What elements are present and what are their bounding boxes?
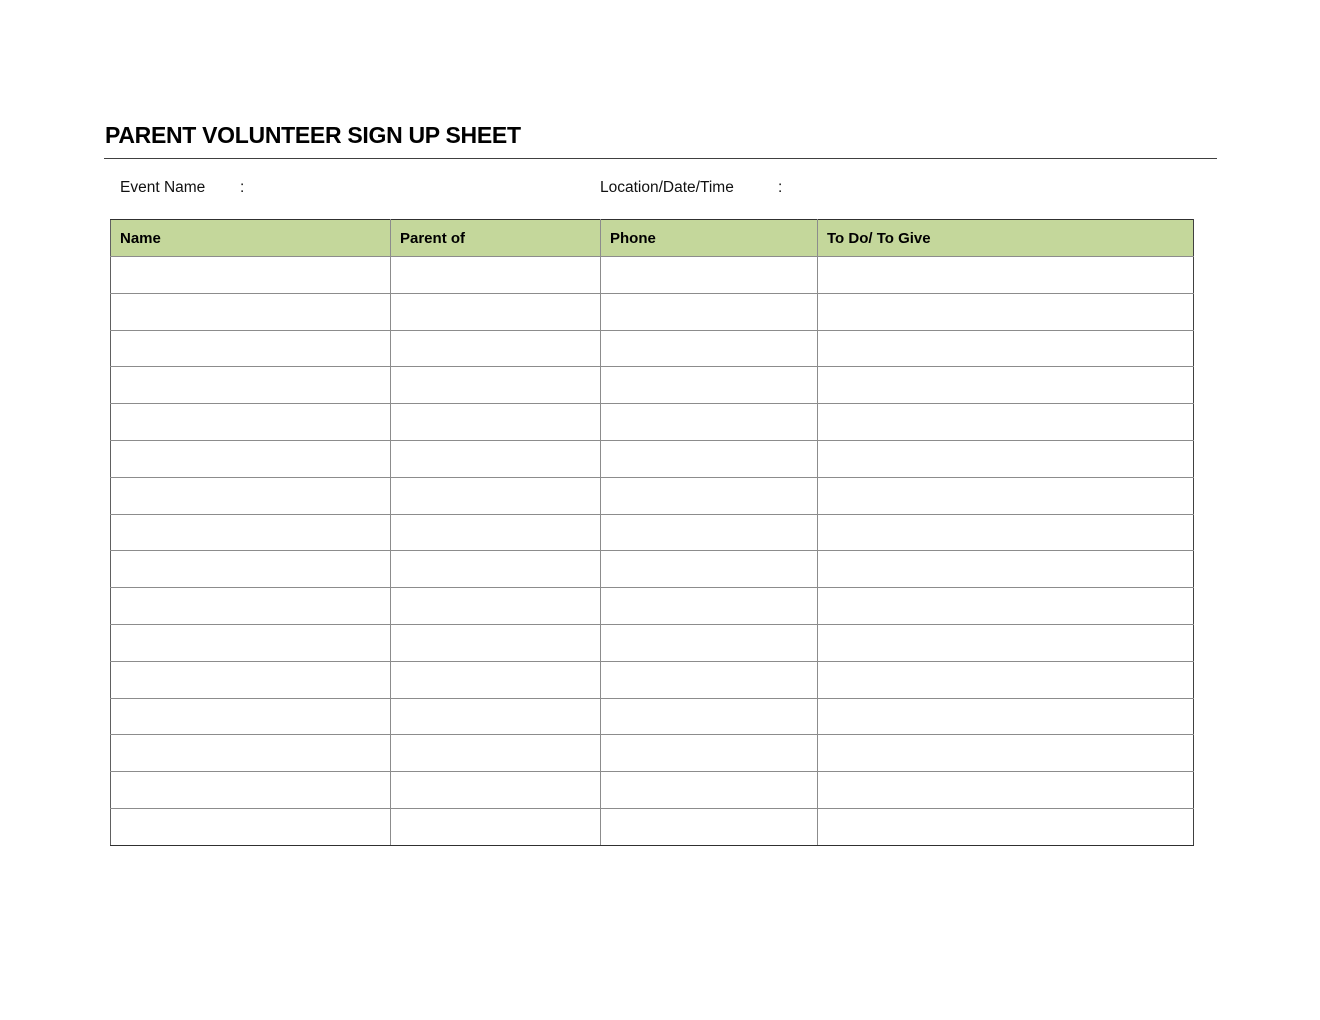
page-title: PARENT VOLUNTEER SIGN UP SHEET [105, 122, 521, 148]
to-do-to-give-cell[interactable] [818, 404, 1194, 441]
phone-cell[interactable] [601, 367, 818, 404]
to-do-to-give-cell[interactable] [818, 477, 1194, 514]
phone-cell[interactable] [601, 772, 818, 809]
to-do-to-give-cell[interactable] [818, 661, 1194, 698]
name-cell[interactable] [111, 404, 391, 441]
parent-of-cell[interactable] [391, 624, 601, 661]
to-do-to-give-cell[interactable] [818, 257, 1194, 294]
phone-cell[interactable] [601, 698, 818, 735]
column-header-parent-of: Parent of [391, 220, 601, 257]
table-header-row [111, 220, 1194, 257]
table-row [111, 735, 1194, 772]
volunteer-table [110, 219, 1194, 846]
name-cell[interactable] [111, 293, 391, 330]
column-header-name: Name [111, 220, 391, 257]
to-do-to-give-cell[interactable] [818, 698, 1194, 735]
to-do-to-give-cell[interactable] [818, 735, 1194, 772]
to-do-to-give-cell[interactable] [818, 330, 1194, 367]
name-cell[interactable] [111, 735, 391, 772]
phone-cell[interactable] [601, 293, 818, 330]
table-row [111, 588, 1194, 625]
phone-cell[interactable] [601, 661, 818, 698]
name-cell[interactable] [111, 477, 391, 514]
title-divider [104, 158, 1217, 159]
table-row [111, 624, 1194, 661]
name-cell[interactable] [111, 624, 391, 661]
parent-of-cell[interactable] [391, 440, 601, 477]
name-cell[interactable] [111, 551, 391, 588]
event-name-separator: : [240, 179, 245, 196]
event-name-field [120, 179, 244, 197]
table-row [111, 772, 1194, 809]
table-row [111, 440, 1194, 477]
parent-of-cell[interactable] [391, 551, 601, 588]
parent-of-cell[interactable] [391, 330, 601, 367]
parent-of-cell[interactable] [391, 588, 601, 625]
parent-of-cell[interactable] [391, 772, 601, 809]
name-cell[interactable] [111, 808, 391, 845]
phone-cell[interactable] [601, 477, 818, 514]
name-cell[interactable] [111, 257, 391, 294]
table-row [111, 293, 1194, 330]
column-header-phone: Phone [601, 220, 818, 257]
to-do-to-give-cell[interactable] [818, 624, 1194, 661]
table-row [111, 661, 1194, 698]
parent-of-cell[interactable] [391, 404, 601, 441]
phone-cell[interactable] [601, 330, 818, 367]
name-cell[interactable] [111, 514, 391, 551]
phone-cell[interactable] [601, 735, 818, 772]
name-cell[interactable] [111, 367, 391, 404]
location-date-time-separator: : [778, 179, 783, 196]
parent-of-cell[interactable] [391, 293, 601, 330]
to-do-to-give-cell[interactable] [818, 551, 1194, 588]
column-header-to-do-to-give: To Do/ To Give [818, 220, 1194, 257]
table-row [111, 808, 1194, 845]
table-row [111, 367, 1194, 404]
name-cell[interactable] [111, 661, 391, 698]
event-name-label: Event Name [120, 179, 206, 196]
parent-of-cell[interactable] [391, 661, 601, 698]
phone-cell[interactable] [601, 257, 818, 294]
parent-of-cell[interactable] [391, 808, 601, 845]
parent-of-cell[interactable] [391, 367, 601, 404]
phone-cell[interactable] [601, 440, 818, 477]
parent-of-cell[interactable] [391, 257, 601, 294]
to-do-to-give-cell[interactable] [818, 367, 1194, 404]
name-cell[interactable] [111, 440, 391, 477]
location-date-time-field [600, 179, 782, 197]
to-do-to-give-cell[interactable] [818, 293, 1194, 330]
parent-of-cell[interactable] [391, 514, 601, 551]
name-cell[interactable] [111, 772, 391, 809]
table-row [111, 698, 1194, 735]
parent-of-cell[interactable] [391, 735, 601, 772]
parent-of-cell[interactable] [391, 698, 601, 735]
table-row [111, 477, 1194, 514]
to-do-to-give-cell[interactable] [818, 772, 1194, 809]
location-date-time-label: Location/Date/Time [600, 179, 734, 196]
table-row [111, 551, 1194, 588]
name-cell[interactable] [111, 698, 391, 735]
table-row [111, 257, 1194, 294]
phone-cell[interactable] [601, 551, 818, 588]
table-row [111, 514, 1194, 551]
phone-cell[interactable] [601, 808, 818, 845]
to-do-to-give-cell[interactable] [818, 440, 1194, 477]
phone-cell[interactable] [601, 404, 818, 441]
to-do-to-give-cell[interactable] [818, 514, 1194, 551]
parent-of-cell[interactable] [391, 477, 601, 514]
phone-cell[interactable] [601, 514, 818, 551]
to-do-to-give-cell[interactable] [818, 588, 1194, 625]
name-cell[interactable] [111, 588, 391, 625]
to-do-to-give-cell[interactable] [818, 808, 1194, 845]
table-row [111, 330, 1194, 367]
phone-cell[interactable] [601, 588, 818, 625]
name-cell[interactable] [111, 330, 391, 367]
phone-cell[interactable] [601, 624, 818, 661]
table-row [111, 404, 1194, 441]
